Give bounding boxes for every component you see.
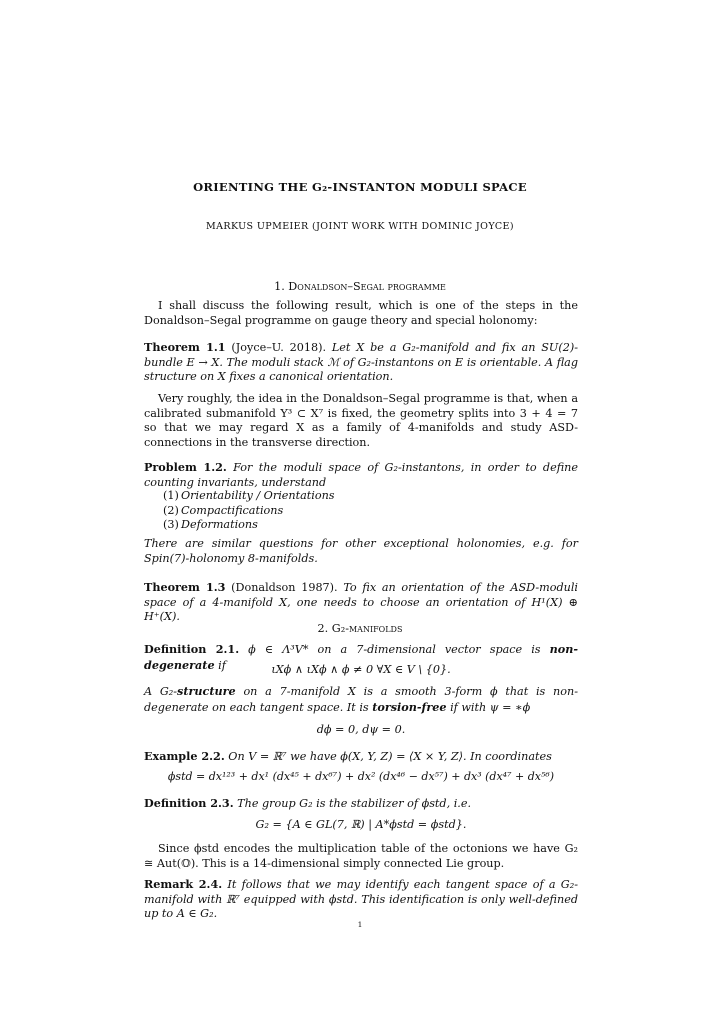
theorem-1-3-heading: Theorem 1.3	[144, 580, 226, 594]
list-item-text: Deformations	[181, 518, 258, 531]
example-2-2	[144, 749, 578, 765]
list-item	[163, 518, 258, 531]
g2-structure-definition	[144, 684, 578, 715]
list-item-text: Compactifications	[181, 504, 284, 517]
theorem-1-3	[144, 580, 578, 625]
paper-author: MARKUS UPMEIER (JOINT WORK WITH DOMINIC JOYCE)	[206, 221, 514, 232]
equation-torsion-free: dϕ = 0, dψ = 0.	[316, 723, 406, 736]
section-heading-2: 2. G₂-manifolds	[317, 622, 403, 635]
theorem-1-1-citation: (Joyce–U. 2018).	[231, 341, 327, 354]
torsion-free-term: torsion-free	[372, 699, 447, 714]
definition-2-1-body-a: ϕ ∈ Λ³V* on a 7-dimensional vector space is	[248, 643, 541, 656]
section-heading-1: 1. Donaldson–Segal programme	[274, 280, 446, 293]
remark-2-4-heading: Remark 2.4.	[144, 877, 223, 891]
definition-2-3	[144, 796, 578, 812]
roughly-paragraph: Very roughly, the idea in the Donaldson–Segal programme is that, when a calibrated submanifold Y³ ⊂ X⁷ is fixed, the geometry splits into 3 + 4 = 7 so that we may regard X as a family of 4-manifolds and study ASD-connections in the transverse direction.	[144, 392, 578, 449]
problem-1-2	[144, 460, 578, 490]
list-item-number: (1)	[163, 489, 179, 502]
list-item	[163, 504, 283, 517]
g2-structure-text-c: if with ψ = ∗ϕ	[450, 700, 531, 714]
problem-1-2-heading: Problem 1.2.	[144, 460, 227, 474]
theorem-1-3-citation: (Donaldson 1987).	[231, 581, 338, 594]
list-item-text: Orientability / Orientations	[181, 489, 335, 502]
equation-phi-std: ϕstd = dx¹²³ + dx¹ (dx⁴⁵ + dx⁶⁷) + dx² (dx⁴⁶ − dx⁵⁷) + dx³ (dx⁴⁷ + dx⁵⁶)	[167, 770, 555, 783]
g2-structure-text-b: on a 7-manifold X is a smooth 3-form ϕ that is non-degenerate on each tangent space. It is	[144, 685, 578, 714]
theorem-1-1	[144, 340, 578, 385]
definition-2-3-body: The group G₂ is the stabilizer of ϕstd, i.e.	[237, 797, 472, 810]
octonion-paragraph: Since ϕstd encodes the multiplication table of the octonions we have G₂ ≅ Aut(𝕆). This is a 14-dimensional simply connected Lie group.	[144, 842, 578, 870]
definition-2-1-body-b: if	[218, 658, 226, 672]
definition-2-1-term: non-degenerate	[144, 642, 578, 672]
definition-2-3-heading: Definition 2.3.	[144, 796, 234, 810]
remark-2-4	[144, 877, 578, 922]
theorem-1-1-heading: Theorem 1.1	[144, 340, 226, 354]
example-2-2-heading: Example 2.2.	[144, 749, 225, 763]
remark-2-4-body: It follows that we may identify each tangent space of a G₂-manifold with ℝ⁷ equipped with ϕstd. This identification is only well-defined up to A ∈ G₂.	[144, 878, 579, 920]
page-number: 1	[357, 920, 363, 929]
intro-paragraph: I shall discuss the following result, which is one of the steps in the Donaldson–Segal programme on gauge theory and special holonomy:	[144, 299, 578, 327]
equation-nondegenerate: ιXϕ ∧ ιXϕ ∧ ϕ ≠ 0 ∀X ∈ V \ {0}.	[271, 663, 451, 676]
example-2-2-body: On V = ℝ⁷ we have ϕ(X, Y, Z) = ⟨X × Y, Z⟩. In coordinates	[228, 750, 552, 763]
problem-1-2-remark: There are similar questions for other exceptional holonomies, e.g. for Spin(7)-holonomy 8-manifolds.	[144, 537, 578, 565]
theorem-1-3-body: To fix an orientation of the ASD-moduli space of a 4-manifold X, one needs to choose an orientation of H¹(X) ⊕ H⁺(X).	[144, 581, 579, 623]
list-item	[163, 489, 335, 502]
problem-1-2-body: For the moduli space of G₂-instantons, in order to define counting invariants, understand	[144, 461, 578, 489]
list-item-number: (2)	[163, 504, 179, 517]
definition-2-1-heading: Definition 2.1.	[144, 642, 240, 656]
theorem-1-1-body: Let X be a G₂-manifold and fix an SU(2)-bundle E → X. The moduli stack ℳ of G₂-instantons on E is orientable. A flag structure on X fixes a canonical orientation.	[144, 341, 578, 383]
paper-title: ORIENTING THE G₂-INSTANTON MODULI SPACE	[193, 180, 527, 194]
list-item-number: (3)	[163, 518, 179, 531]
g2-structure-text-a: A G₂-	[144, 685, 178, 698]
g2-structure-term: structure	[177, 684, 236, 698]
equation-g2-group: G₂ = {A ∈ GL(7, ℝ) | A*ϕstd = ϕstd}.	[255, 818, 467, 831]
